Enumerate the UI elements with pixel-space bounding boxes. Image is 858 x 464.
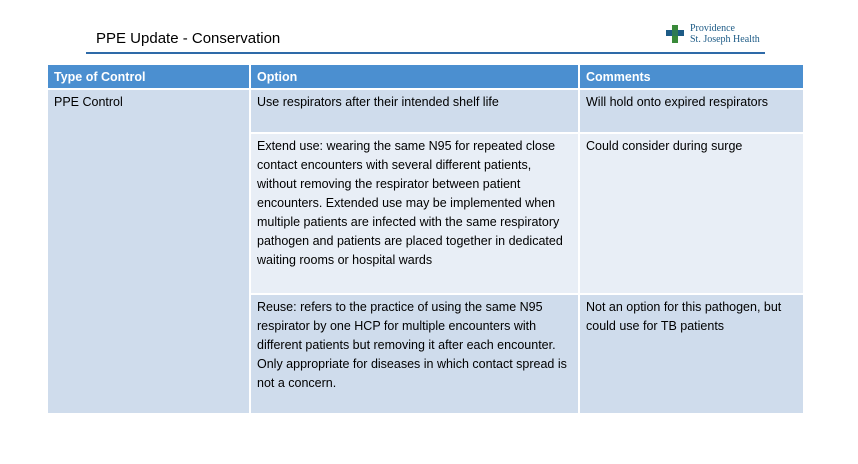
- cross-icon: [665, 24, 685, 44]
- option-cell: Use respirators after their intended shelf life: [250, 89, 579, 133]
- logo-text: [690, 23, 760, 45]
- header-type-of-control: Type of Control: [48, 65, 250, 89]
- type-of-control-cell: PPE Control: [48, 89, 250, 414]
- logo: [665, 23, 760, 45]
- table-header-row: [48, 65, 803, 89]
- comment-cell: Will hold onto expired respirators: [579, 89, 803, 133]
- logo-line-2: St. Joseph Health: [690, 34, 760, 45]
- option-cell: Reuse: refers to the practice of using the same N95 respirator by one HCP for multiple encounters with different patients but removing it after each encounter. Only appropriate for diseases in which contact spread is not a concern.: [250, 294, 579, 414]
- comment-cell: Not an option for this pathogen, but could use for TB patients: [579, 294, 803, 414]
- page-title: PPE Update - Conservation: [96, 30, 281, 47]
- ppe-conservation-table: [48, 65, 803, 415]
- option-cell: Extend use: wearing the same N95 for repeated close contact encounters with several different patients, without removing the respirator between patient encounters. Extended use may be implemented when multiple patients are infected with the same respiratory pathogen and patients are placed together in dedicated waiting rooms or hospital wards: [250, 133, 579, 294]
- table-row: [48, 89, 803, 133]
- header-comments: Comments: [579, 65, 803, 89]
- title-underline: [86, 52, 765, 54]
- header-option: Option: [250, 65, 579, 89]
- logo-line-1: Providence: [690, 23, 735, 34]
- comment-cell: Could consider during surge: [579, 133, 803, 294]
